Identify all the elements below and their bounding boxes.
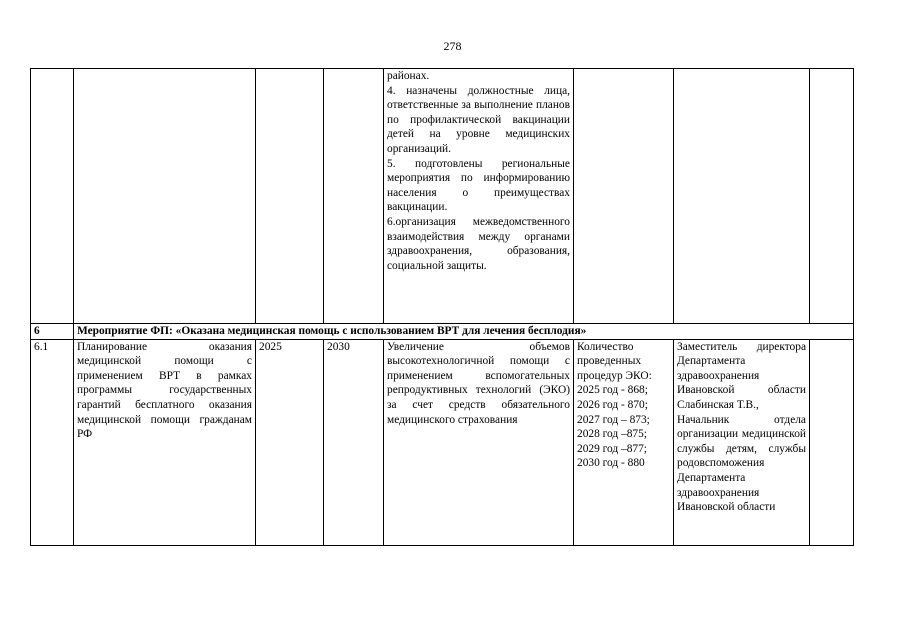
cell-end-year	[324, 69, 384, 324]
cell-indicator	[574, 69, 674, 324]
cell-number	[31, 69, 74, 324]
cell-extra	[810, 69, 854, 324]
page-number: 278	[443, 39, 462, 53]
item-result: Увеличение объемов высокотехнологичной помощи с применением вспомогательных репродуктивных технологий (ЭКО) за счет средств обязательного медицинского страхования	[384, 339, 574, 545]
results-line: 6.организация межведомственного взаимодействия между органами здравоохранения, образования, социальной защиты.	[387, 215, 570, 272]
item-start-year: 2025	[256, 339, 324, 545]
results-line: районах.	[387, 70, 430, 82]
activities-table	[30, 68, 854, 546]
item-end-year: 2030	[324, 339, 384, 545]
indicator-line: 2028 год –875;	[577, 428, 647, 441]
results-line: 5. подготовлены региональные мероприятия по информированию населения о преимуществах вакцинации.	[387, 157, 570, 214]
item-indicator	[574, 339, 674, 545]
item-responsible	[674, 339, 810, 545]
section-title: Мероприятие ФП: «Оказана медицинская помощь с использованием ВРТ для лечения бесплодия»	[74, 324, 854, 340]
cell-responsible	[674, 69, 810, 324]
item-extra	[810, 339, 854, 545]
continued-row	[31, 69, 854, 324]
item-row	[31, 339, 854, 545]
item-number: 6.1	[31, 339, 74, 545]
section-row	[31, 324, 854, 340]
section-number: 6	[31, 324, 74, 340]
responsible-line: Начальник отдела организации медицинской службы детям, службы родовспоможения Департамента здравоохранения Ивановской области	[677, 413, 806, 514]
indicator-line: 2027 год – 873;	[577, 413, 650, 426]
indicator-line: 2029 год –877;	[577, 442, 647, 455]
indicator-line: 2026 год - 870;	[577, 398, 648, 411]
responsible-line: Заместитель директора Департамента здравоохранения Ивановской области Слабинская Т.В.,	[677, 340, 806, 411]
cell-results	[384, 69, 574, 324]
item-name: Планирование оказания медицинской помощи с применением ВРТ в рамках программы государственных гарантий бесплатного оказания медицинской помощи гражданам РФ	[74, 339, 256, 545]
cell-name	[74, 69, 256, 324]
results-line: 4. назначены должностные лица, ответственные за выполнение планов по профилактической вакцинации детей на уровне медицинских организаций.	[387, 84, 570, 155]
indicator-line: 2030 год - 880	[577, 457, 645, 470]
indicator-line: Количество проведенных процедур ЭКО:	[577, 340, 652, 382]
indicator-line: 2025 год - 868;	[577, 384, 648, 397]
cell-start-year	[256, 69, 324, 324]
